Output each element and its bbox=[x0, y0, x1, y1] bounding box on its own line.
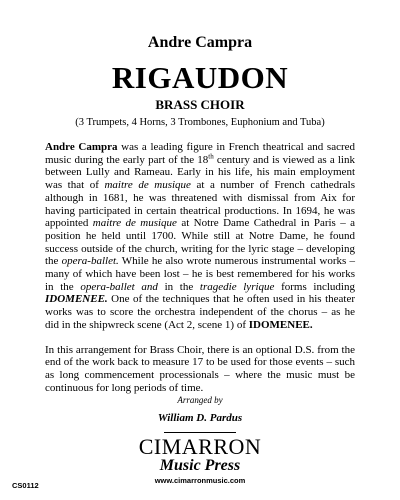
publisher-name: CIMARRON bbox=[138, 434, 262, 459]
text-run: forms including bbox=[274, 280, 355, 293]
ordinal-suffix: th bbox=[208, 152, 214, 161]
arranger-name: William D. Pardus bbox=[157, 412, 243, 424]
arranged-by-label: Arranged by bbox=[177, 395, 223, 405]
term-italic: opera-ballet and bbox=[80, 280, 158, 293]
work-title: IDOMENEE. bbox=[45, 293, 108, 306]
piece-title: RIGAUDON bbox=[111, 60, 289, 95]
description-paragraph-1 bbox=[45, 141, 355, 332]
description-text bbox=[45, 141, 355, 394]
text-run: in the bbox=[157, 280, 200, 293]
text-run: century and is viewed as a link between Lully and Rameau. Early in his life, his main employment was that of bbox=[45, 153, 355, 192]
term-italic: tragedie lyrique bbox=[199, 280, 275, 293]
text-run: at a number of French cathedrals although in 1681, he was threatened with dismissal from Aix for having participated in certain theatrical productions. In 1694, he was appointed bbox=[45, 179, 356, 230]
text-run: at Notre Dame Cathedral in Paris – a position he held until 1700. While still at Notre Dame, he found success outside of the church, writing for the lyric stage – developing the bbox=[45, 217, 355, 268]
work-title: IDOMENEE. bbox=[248, 318, 313, 331]
term-italic: maitre de musique bbox=[104, 179, 191, 192]
instrumentation-line: (3 Trumpets, 4 Horns, 3 Trombones, Euphonium and Tuba) bbox=[75, 117, 325, 128]
ensemble-subtitle: BRASS CHOIR bbox=[155, 97, 245, 112]
composer-name: Andre Campra bbox=[147, 34, 253, 51]
logo-rule bbox=[164, 432, 236, 433]
publisher-logo bbox=[130, 432, 270, 492]
composer-mention: Andre Campra bbox=[45, 141, 118, 153]
text-run: One of the techniques that he often used in his theater works was to score the orchestra independent of the chorus – as he did in the shipwreck scene (Act 2, scene 1) of bbox=[45, 293, 355, 331]
term-italic: opera-ballet. bbox=[61, 255, 119, 268]
publisher-url: www.cimarronmusic.com bbox=[154, 476, 246, 485]
publisher-subname: Music Press bbox=[159, 457, 241, 474]
text-run: While he also wrote numerous instrumental works – many of which have been lost – he is best remembered for his works in the bbox=[45, 255, 355, 293]
text-run: was a leading figure in French theatrical and sacred music during the early part of the 18 bbox=[45, 141, 356, 166]
description-paragraph-2: In this arrangement for Brass Choir, there is an optional D.S. from the end of the work back to measure 17 to be used for those events – such as long commencement processionals – where the music must be continuous for long periods of time. bbox=[45, 343, 355, 394]
catalog-number: CS0112 bbox=[12, 481, 39, 490]
term-italic: maitre de musique bbox=[92, 217, 177, 230]
